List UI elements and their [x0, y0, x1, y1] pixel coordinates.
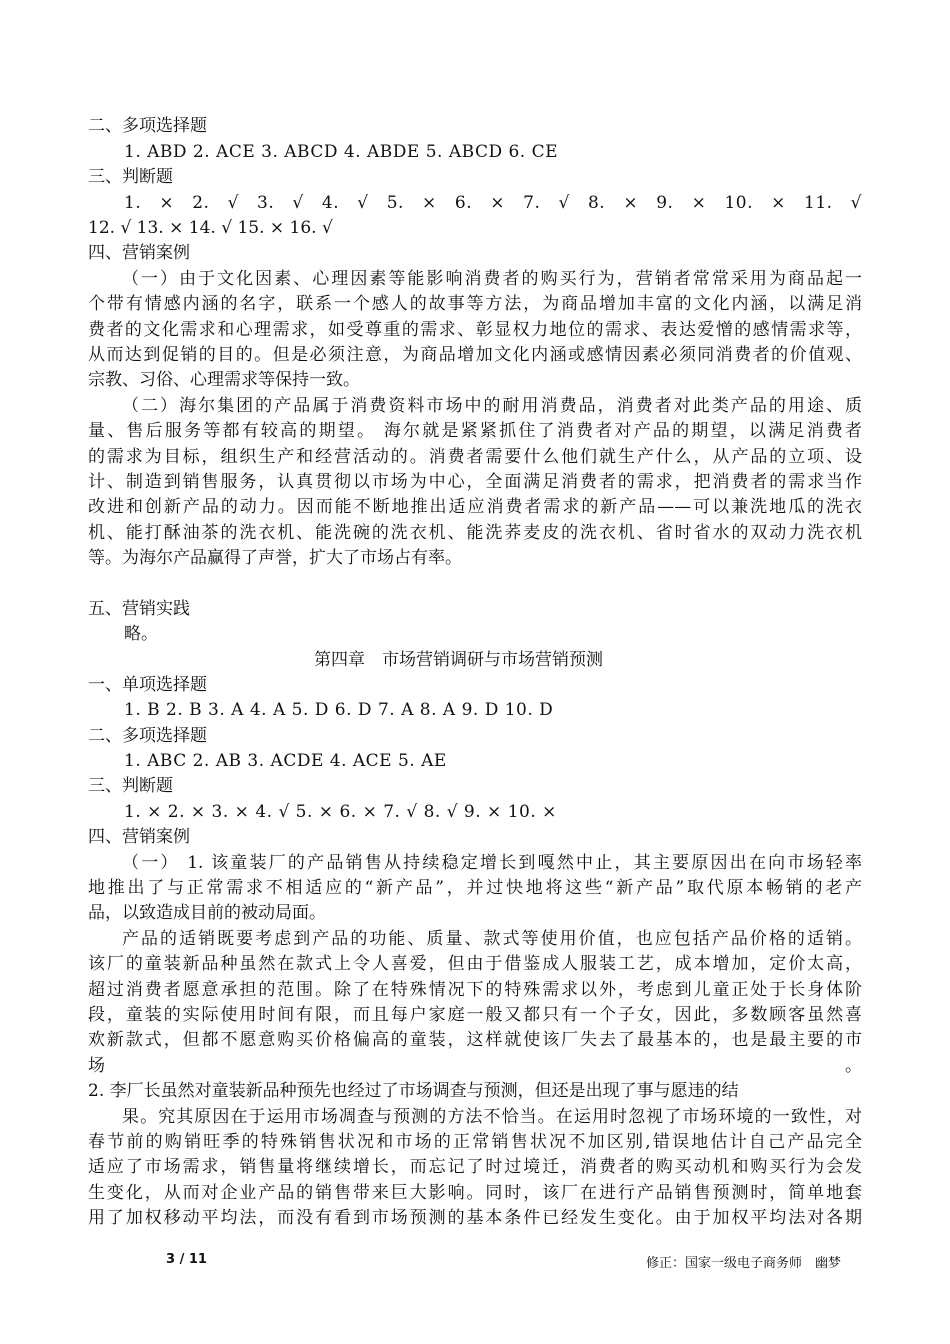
paragraph-line: 用了加权移动平均法，而没有看到市场预测的基本条件已经发生变化。由于加权平均法对各期	[88, 1208, 862, 1228]
section-heading: 二、多项选择题	[88, 726, 207, 746]
paragraph-line: 等。为海尔产品赢得了声誉，扩大了市场占有率。	[88, 548, 462, 568]
footer-note: 修正：国家一级电子商务师 幽梦	[646, 1256, 842, 1271]
section-heading: 三、判断题	[88, 776, 173, 796]
paragraph-line: 适应了市场需求，销售量将继续增长，而忘记了时过境迁，消费者的购买动机和购买行为会发	[88, 1157, 862, 1177]
paragraph-line: 的需求为目标，组织生产和经营活动的。消费者需要什么他们就生产什么，从产品的立项、设	[88, 447, 862, 467]
answer-line: 12. √ 13. × 14. √ 15. × 16. √	[88, 218, 333, 238]
paragraph-line: 宗教、习俗、心理需求等保持一致。	[88, 370, 360, 390]
chapter-title: 第四章 市场营销调研与市场营销预测	[314, 650, 603, 670]
section-heading: 四、营销案例	[88, 243, 190, 263]
section-heading: 一、单项选择题	[88, 675, 207, 695]
paragraph-line: 2. 李厂长虽然对童装新品种预先也经过了市场调查与预测，但还是出现了事与愿违的结	[88, 1081, 739, 1101]
answer-line: 1. ABC 2. AB 3. ACDE 4. ACE 5. AE	[124, 751, 447, 771]
paragraph-line: 费者的文化需求和心理需求，如受尊重的需求、彰显权力地位的需求、表达爱憎的感情需求等，	[88, 320, 862, 340]
paragraph-line: 从而达到促销的目的。但是必须注意，为商品增加文化内涵或感情因素必须同消费者的价值观、	[88, 345, 862, 365]
paragraph-line: 略。	[124, 624, 158, 644]
paragraph-line: 机、能打酥油茶的洗衣机、能洗碗的洗衣机、能洗荞麦皮的洗衣机、省时省水的双动力洗衣机	[88, 523, 862, 543]
paragraph-line: 欢新款式，但都不愿意购买价格偏高的童装，这样就使该厂失去了最基本的，也是最主要的市	[88, 1030, 862, 1050]
paragraph-line: 计、制造到销售服务，认真贯彻以市场为中心，全面满足消费者的需求，把消费者的需求当作	[88, 472, 862, 492]
answer-line: 1. × 2. × 3. × 4. √ 5. × 6. × 7. √ 8. √ 9. × 10. ×	[124, 802, 557, 822]
paragraph-line: 品，以致造成目前的被动局面。	[88, 903, 326, 923]
paragraph-line: 超过消费者愿意承担的范围。除了在特殊情况下的特殊需求以外，考虑到儿童正处于长身体阶	[88, 980, 862, 1000]
answer-line: 1. B 2. B 3. A 4. A 5. D 6. D 7. A 8. A 9. D 10. D	[124, 700, 554, 720]
section-heading: 三、判断题	[88, 167, 173, 187]
paragraph-line: 段，童装的实际使用时间有限，而且每户家庭一般又都只有一个子女，因此，多数顾客虽然喜	[88, 1005, 862, 1025]
paragraph-line: 场。	[88, 1056, 862, 1076]
section-heading: 四、营销案例	[88, 827, 190, 847]
paragraph-line: 果。究其原因在于运用市场凋查与预测的方法不恰当。在运用时忽视了市场环境的一致性，对	[122, 1107, 862, 1127]
paragraph-line: 产品的适销既要考虑到产品的功能、质量、款式等使用价值，也应包括产品价格的适销。	[122, 929, 862, 949]
paragraph-line: （二）海尔集团的产品属于消费资料市场中的耐用消费品，消费者对此类产品的用途、质	[122, 396, 862, 416]
paragraph-line: （一） 1. 该童装厂的产品销售从持续稳定增长到嘎然中止，其主要原因出在向市场轻率	[122, 853, 862, 873]
page-number: 3 / 11	[166, 1252, 207, 1267]
paragraph-line: 地推出了与正常需求不相适应的“新产品”，并过快地将这些“新产品”取代原本畅销的老产	[88, 878, 862, 898]
paragraph-line: 个带有情感内涵的名字，联系一个感人的故事等方法，为商品增加丰富的文化内涵，以满足消	[88, 294, 862, 314]
paragraph-line: 春节前的购销旺季的特殊销售状况和市场的正常销售状况不加区别,错误地估计自己产品完全	[88, 1132, 862, 1152]
paragraph-line: 该厂的童装新品种虽然在款式上令人喜爱，但由于借鉴成人服装工艺，成本增加，定价太高，	[88, 954, 862, 974]
answer-line: 1. ABD 2. ACE 3. ABCD 4. ABDE 5. ABCD 6. CE	[124, 142, 559, 162]
paragraph-line: 量、售后服务等都有较高的期望。 海尔就是紧紧抓住了消费者对产品的期望，以满足消费者	[88, 421, 862, 441]
paragraph-line: 生变化，从而对企业产品的销售带来巨大影响。同时，该厂在进行产品销售预测时，简单地套	[88, 1183, 862, 1203]
paragraph-line: （一）由于文化因素、心理因素等能影响消费者的购买行为，营销者常常采用为商品起一	[122, 269, 862, 289]
paragraph-line: 改进和创新产品的动力。因而能不断地推出适应消费者需求的新产品——可以兼洗地瓜的洗衣	[88, 497, 862, 517]
section-heading: 二、多项选择题	[88, 116, 207, 136]
section-heading: 五、营销实践	[88, 599, 190, 619]
answer-line: 1. × 2. √ 3. √ 4. √ 5. × 6. × 7. √ 8. × 9. × 10. × 11. √	[124, 193, 862, 213]
